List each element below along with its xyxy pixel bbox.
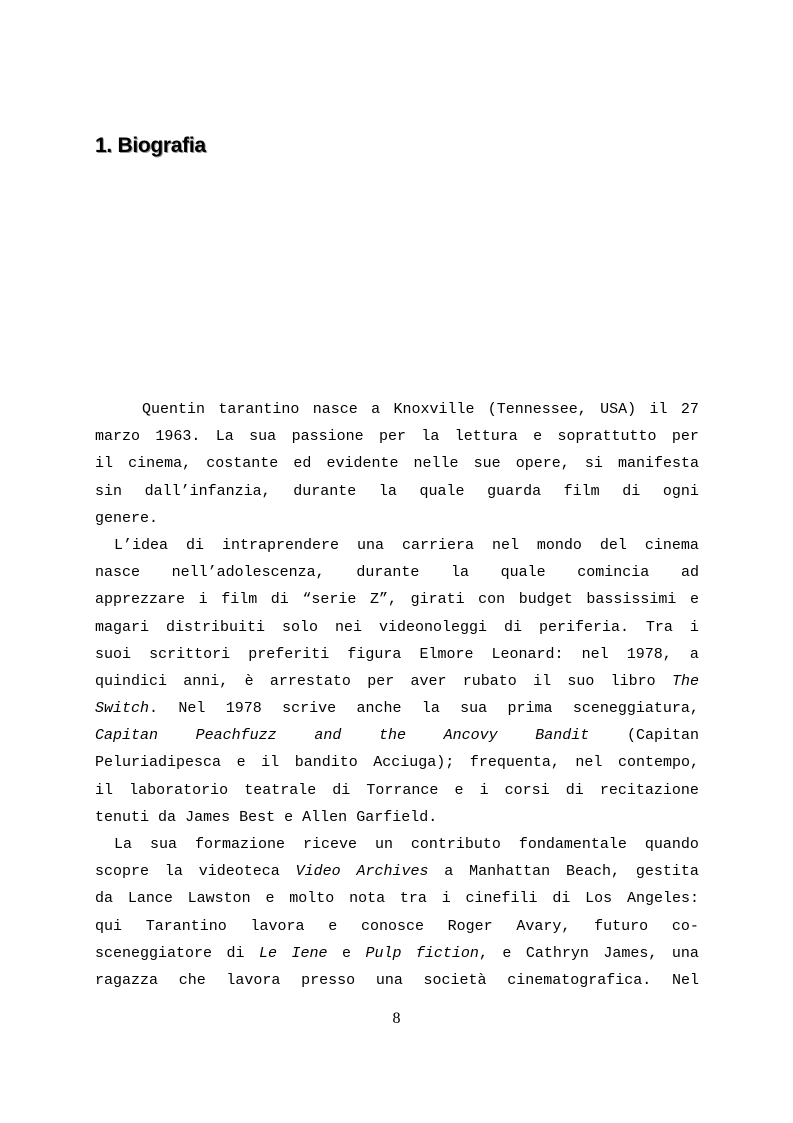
word: il [95, 455, 114, 473]
word: i [689, 618, 699, 636]
word: nel [575, 754, 603, 772]
text-line [95, 777, 699, 804]
word: budget [518, 591, 573, 609]
word: corsi [504, 781, 550, 799]
word: USA) [600, 401, 637, 418]
word: James [185, 808, 231, 826]
word: e [341, 944, 351, 962]
word: periferia. [538, 618, 629, 636]
word: a [371, 401, 381, 418]
word: arrestato [269, 672, 351, 690]
word: scopre [95, 863, 150, 881]
word: riceve [302, 836, 357, 853]
word: tenuti [95, 808, 150, 826]
word: guarda [487, 482, 542, 500]
word: la [450, 564, 469, 582]
word: Nel [671, 971, 699, 989]
word: Manhattan [469, 863, 551, 881]
word: Ancovy [443, 727, 498, 745]
word: Peluriadipesca [95, 754, 222, 772]
word: che [178, 971, 206, 989]
word: a [444, 863, 454, 881]
word: girati [410, 591, 465, 609]
word: genere. [95, 509, 159, 527]
word: da [95, 890, 114, 908]
word: nel [491, 536, 519, 554]
word: videonoleggi [378, 618, 487, 636]
text-line [95, 532, 699, 559]
word: soprattutto [557, 428, 657, 446]
word: Pulp [365, 944, 402, 962]
word: i [198, 591, 208, 609]
word: i [441, 890, 451, 908]
word: di [185, 536, 204, 554]
text-line [95, 614, 699, 641]
word: co- [671, 917, 699, 935]
word: di [332, 781, 351, 799]
word: and [314, 727, 342, 745]
word: The [671, 672, 699, 690]
word: Angeles: [626, 890, 699, 908]
word: anche [356, 700, 402, 718]
word: marzo [95, 428, 141, 446]
word: anni, [183, 672, 229, 690]
word: recitazione [599, 781, 699, 799]
word: una [375, 971, 403, 989]
word: mondo [536, 536, 582, 554]
word: nel [581, 645, 609, 663]
word: 1963. [155, 428, 201, 446]
word: una [356, 536, 384, 554]
word: Video [295, 863, 341, 881]
word: solo [281, 618, 318, 636]
word: (Tennessee, [487, 401, 587, 418]
word: fondamentale [518, 836, 627, 853]
word: 1978 [225, 700, 262, 718]
word: figura [347, 645, 402, 663]
word: nelle [413, 455, 459, 473]
word: sceneggiatura, [572, 700, 699, 718]
word: James, [603, 944, 658, 962]
word: conosce [360, 917, 424, 935]
word: comincia [577, 564, 650, 582]
word: Iene [291, 944, 328, 962]
text-line [95, 858, 699, 885]
word: tra [399, 890, 427, 908]
word: prima [507, 700, 553, 718]
word: e [533, 428, 543, 446]
word: cinema [644, 536, 699, 554]
text-line [95, 450, 699, 477]
word: e [454, 781, 464, 799]
word: Cathryn [525, 944, 589, 962]
word: Avary, [516, 917, 571, 935]
word: Lance [127, 890, 173, 908]
word: Capitan [95, 727, 159, 745]
word: nasce [95, 564, 141, 582]
word: film [563, 482, 600, 500]
word: la [421, 428, 440, 446]
word: sue [473, 455, 501, 473]
word: film [221, 591, 258, 609]
word: e [236, 754, 246, 772]
word: teatrale [244, 781, 317, 799]
word: Elmore [419, 645, 474, 663]
word: sua [149, 836, 177, 853]
word: libro [610, 672, 656, 690]
word: scrive [282, 700, 337, 718]
word: ragazza [95, 971, 159, 989]
word: ad [680, 564, 699, 582]
word: costante [206, 455, 279, 473]
word: quando [644, 836, 699, 853]
word: Allen [302, 808, 348, 826]
word: a [689, 645, 699, 663]
word: Tarantino [145, 917, 227, 935]
text-line [95, 478, 699, 505]
word: è [244, 672, 254, 690]
word: Switch. [95, 700, 159, 718]
word: di [270, 591, 289, 609]
word: Nel [178, 700, 206, 718]
word: Le [258, 944, 277, 962]
word: preferiti [248, 645, 330, 663]
word: sua [460, 700, 488, 718]
text-line [95, 695, 699, 722]
word: contempo, [617, 754, 699, 772]
word: bassissimi [586, 591, 677, 609]
word: scrittori [149, 645, 231, 663]
word: Best [239, 808, 276, 826]
text-line [95, 396, 699, 423]
text-line [95, 668, 699, 695]
word: la [421, 700, 440, 718]
text-line [95, 505, 699, 532]
word: Lawston [187, 890, 251, 908]
word: ogni [662, 482, 699, 500]
word: lettura [454, 428, 518, 446]
word: La [114, 836, 133, 853]
word: con [478, 591, 506, 609]
word: per [378, 428, 406, 446]
text-line [95, 722, 699, 749]
word: un [374, 836, 393, 853]
word: sceneggiatore [95, 944, 213, 962]
word: futuro [594, 917, 649, 935]
word: Acciuga); [373, 754, 455, 772]
word: i [479, 781, 489, 799]
word: Quentin [142, 401, 206, 418]
word: evidente [326, 455, 399, 473]
word: contributo [410, 836, 501, 853]
text-line [95, 559, 699, 586]
word: durante [356, 564, 420, 582]
word: gestita [635, 863, 699, 881]
word: dall’infanzia, [144, 482, 271, 500]
word: di [226, 944, 245, 962]
word: lavora [226, 971, 281, 989]
text-line [95, 423, 699, 450]
word: per [367, 672, 395, 690]
word: nei [334, 618, 362, 636]
word: Los [585, 890, 613, 908]
word: il [95, 781, 114, 799]
word: molto [289, 890, 335, 908]
word: Tra [645, 618, 673, 636]
word: L’idea [114, 536, 169, 554]
word: magari [95, 618, 150, 636]
word: frequenta, [469, 754, 560, 772]
word: si [584, 455, 603, 473]
word: qui [95, 917, 123, 935]
text-line [95, 831, 699, 858]
word: cinema, [128, 455, 192, 473]
word: (Capitan [626, 727, 699, 745]
word: passione [291, 428, 364, 446]
word: apprezzare [95, 591, 186, 609]
word: cinematografica. [507, 971, 652, 989]
word: durante [293, 482, 357, 500]
word: Torrance [366, 781, 439, 799]
word: per [671, 428, 699, 446]
text-line [95, 641, 699, 668]
word: Garfield. [356, 808, 438, 826]
word: Leonard: [491, 645, 564, 663]
word: suoi [95, 645, 132, 663]
word: 1978, [626, 645, 672, 663]
word: the [378, 727, 406, 745]
word: Bandit [535, 727, 590, 745]
word: tarantino [218, 401, 300, 418]
word: e [328, 917, 338, 935]
word: Archives [356, 863, 429, 881]
word: di [552, 890, 571, 908]
word: Z”, [369, 591, 397, 609]
word: cinefili [465, 890, 538, 908]
word: e [265, 890, 275, 908]
page-number: 8 [392, 1010, 401, 1027]
word: 27 [680, 401, 699, 418]
word: nota [349, 890, 386, 908]
word: da [158, 808, 177, 826]
word: e [284, 808, 294, 826]
word: Peachfuzz [195, 727, 277, 745]
word: di [622, 482, 641, 500]
word: sua [249, 428, 277, 446]
text-line [95, 885, 699, 912]
word: il [649, 401, 668, 418]
word: quale [419, 482, 465, 500]
word: distribuiti [165, 618, 266, 636]
word: Roger [447, 917, 493, 935]
word: società [423, 971, 487, 989]
word: Knoxville [393, 401, 475, 418]
word: di [565, 781, 584, 799]
word: ed [293, 455, 312, 473]
word: la [164, 863, 183, 881]
word: Beach, [566, 863, 621, 881]
body-text [95, 396, 699, 994]
word: formazione [194, 836, 285, 853]
word: la [378, 482, 397, 500]
text-line [95, 940, 699, 967]
word: presso [301, 971, 356, 989]
word: lavora [250, 917, 305, 935]
word: nell’adolescenza, [171, 564, 325, 582]
word: nasce [312, 401, 358, 418]
word: intraprendere [221, 536, 339, 554]
word: “serie [302, 591, 357, 609]
word: rubato [462, 672, 517, 690]
word: il [261, 754, 280, 772]
word: opere, [515, 455, 570, 473]
word: aver [410, 672, 447, 690]
word: fiction, [415, 944, 488, 962]
word: carriera [401, 536, 474, 554]
word: videoteca [198, 863, 280, 881]
word: sin [95, 482, 123, 500]
word: di [503, 618, 522, 636]
word: laboratorio [129, 781, 229, 799]
word: e [502, 944, 512, 962]
word: quale [500, 564, 546, 582]
chapter-title: 1. Biografia [95, 134, 206, 157]
text-line [95, 804, 699, 831]
word: una [671, 944, 699, 962]
text-line [95, 967, 699, 994]
word: bandito [294, 754, 358, 772]
word: quindici [95, 672, 168, 690]
word: suo [567, 672, 595, 690]
word: manifesta [617, 455, 699, 473]
word: del [599, 536, 627, 554]
word: e [689, 591, 699, 609]
word: il [533, 672, 552, 690]
text-line [95, 586, 699, 613]
word: La [215, 428, 234, 446]
text-line [95, 749, 699, 776]
text-line [95, 913, 699, 940]
